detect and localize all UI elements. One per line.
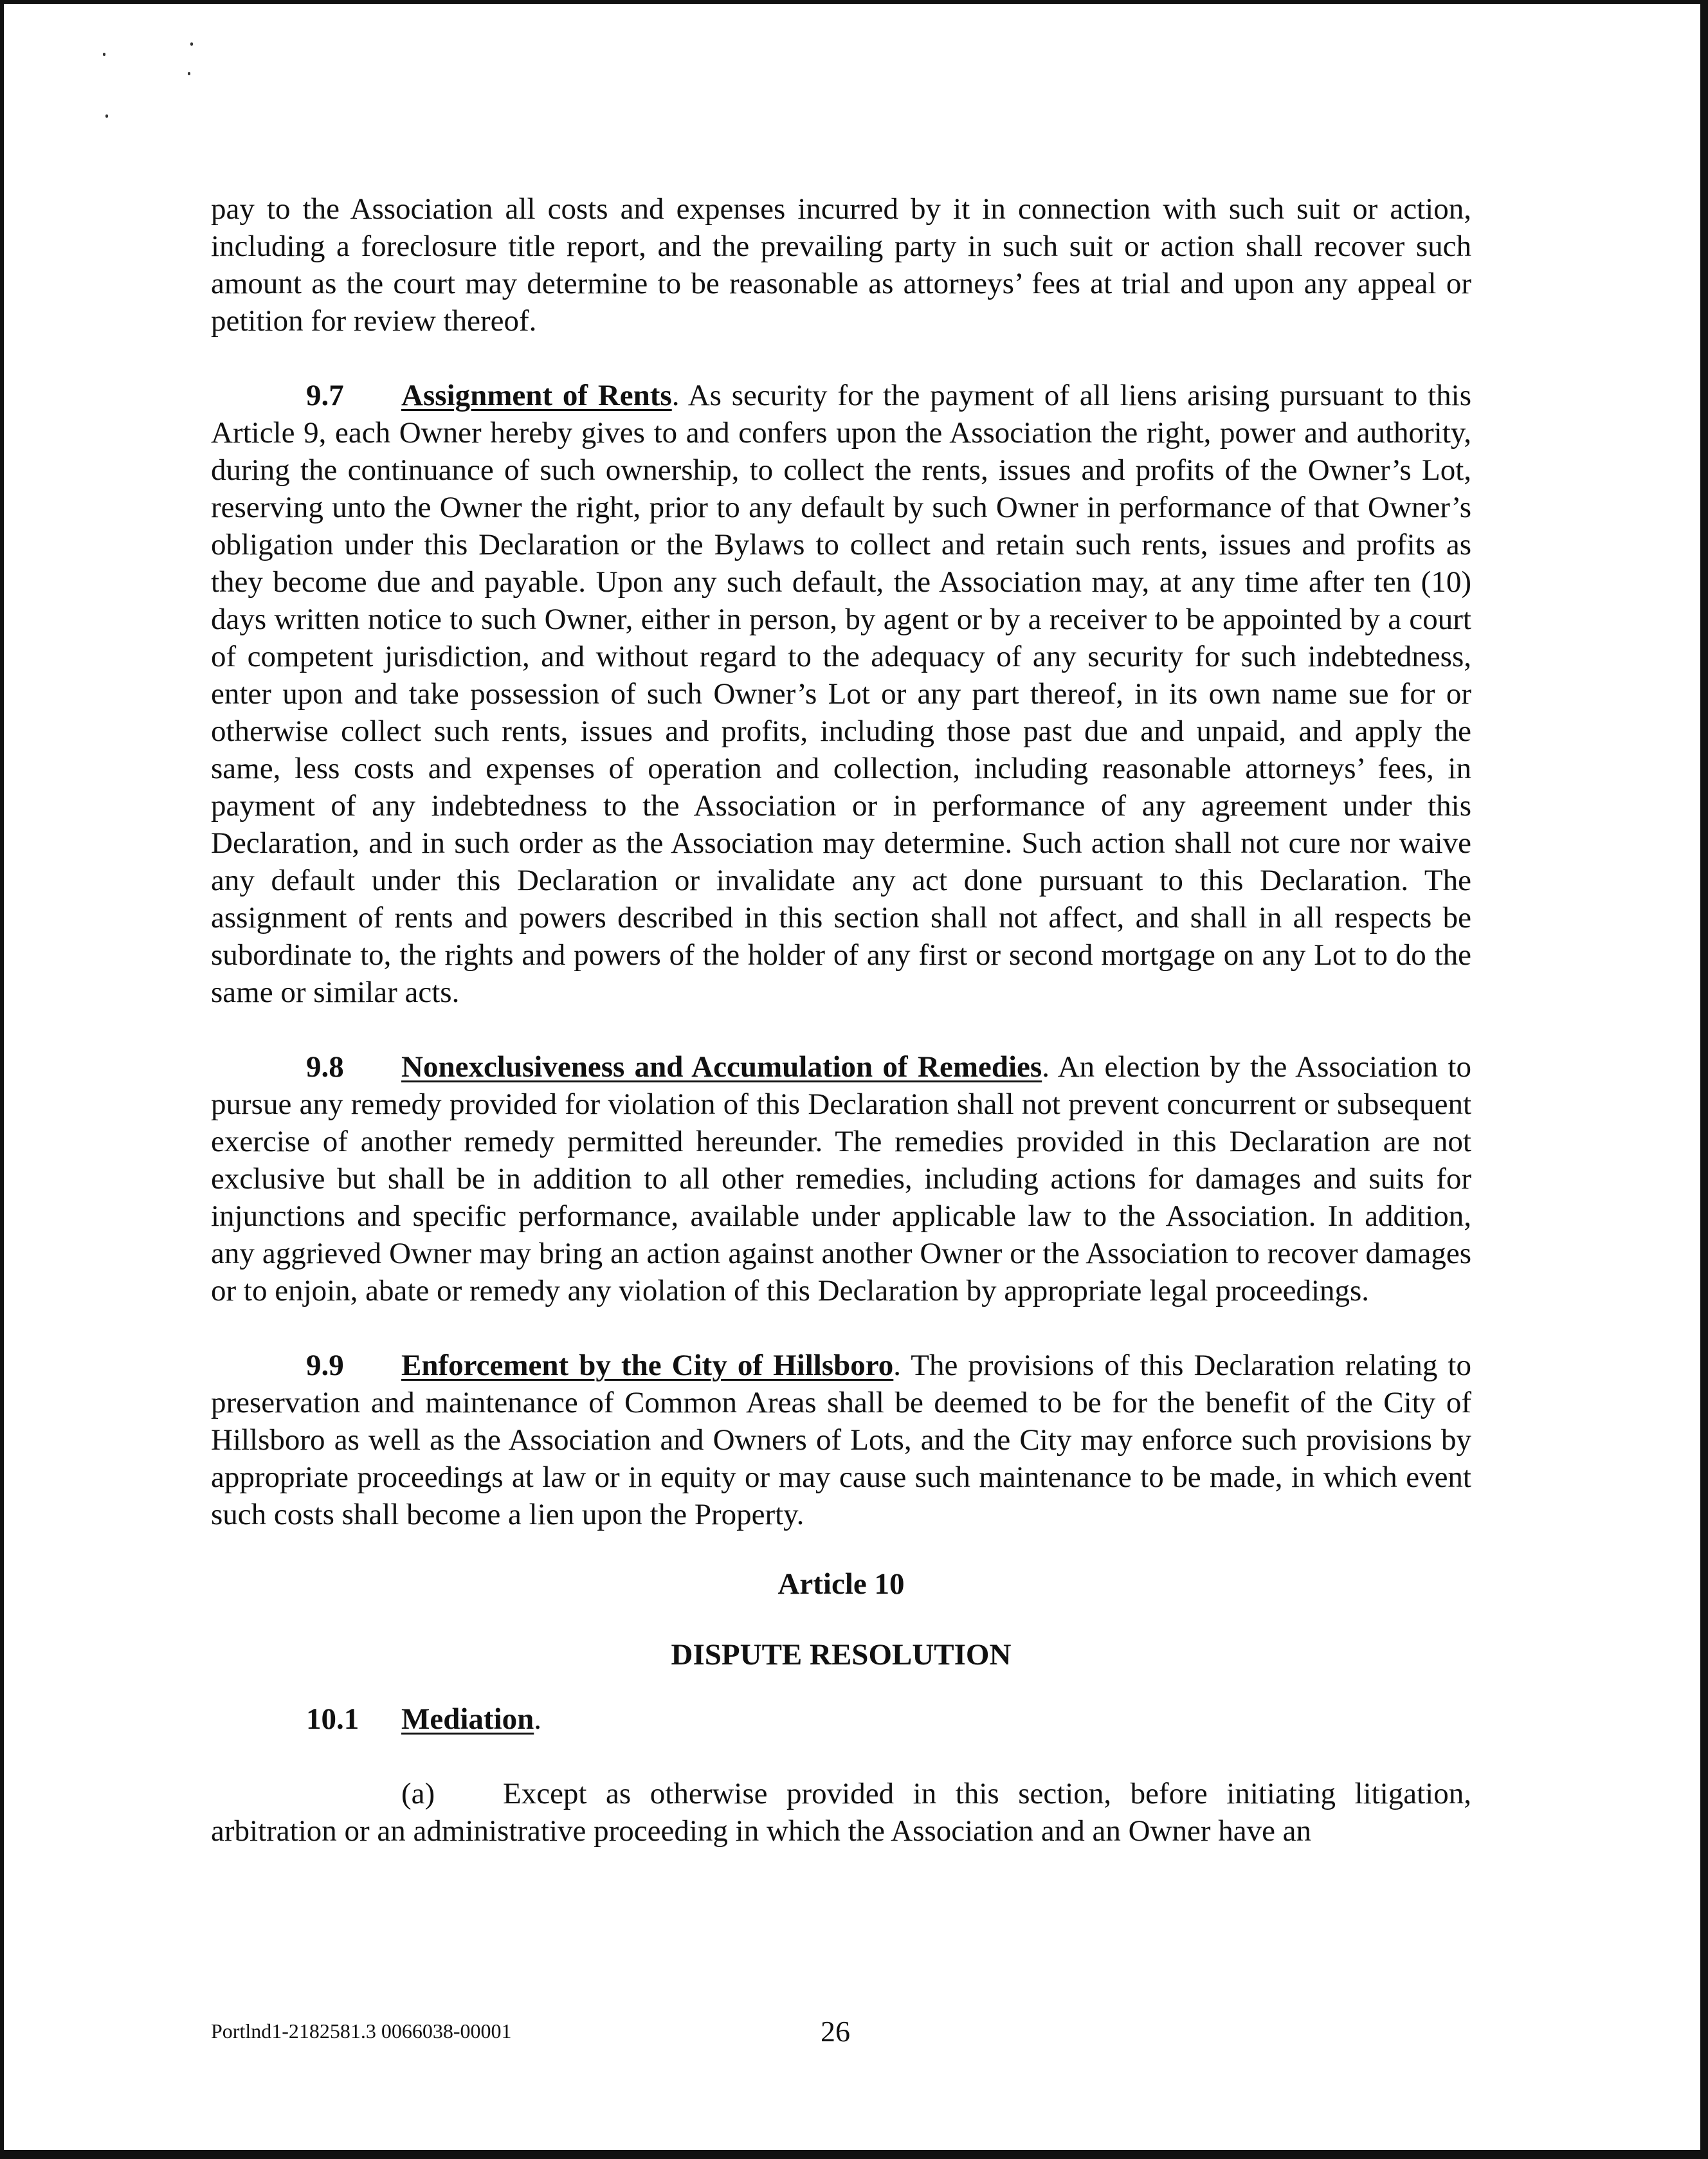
subparagraph-text: Except as otherwise provided in this section, before initiating litigation, arbitration or an administrative proceeding in which the Association and an Owner have an	[211, 1777, 1471, 1848]
section-body: . An election by the Association to pursue any remedy provided for violation of this Declaration shall not prevent concurrent or subsequent exercise of another remedy permitted hereunder. The remedies provided in this Declaration are not exclusive but shall be in addition to all other remedies, including actions for damages and suits for injunctions and specific performance, available under applicable law to the Association. In addition, any aggrieved Owner may bring an action against another Owner or the Association to recover damages or to enjoin, abate or remedy any violation of this Declaration by appropriate legal proceedings.	[211, 1050, 1471, 1307]
scan-border-top	[0, 0, 1708, 4]
scan-speck	[188, 72, 190, 75]
scan-speck	[103, 53, 105, 56]
section-number: 10.1	[306, 1702, 359, 1736]
subparagraph-a	[211, 1775, 1471, 1850]
scan-border-right	[1700, 0, 1708, 2159]
footer-page-number: 26	[821, 2015, 850, 2048]
section-title: Assignment of Rents	[401, 379, 672, 412]
section-title: Mediation	[401, 1702, 534, 1736]
document-page	[211, 190, 1471, 1850]
scan-speck	[190, 42, 193, 46]
footer-doc-code: Portlnd1-2182581.3 0066038-00001	[211, 2019, 512, 2043]
section-number: 9.7	[306, 379, 344, 412]
subparagraph-label: (a)	[401, 1777, 435, 1810]
section-body: . The provisions of this Declaration relating to preservation and maintenance of Common Areas shall be deemed to be for the benefit of the City of Hillsboro as well as the Association and Owners of Lots, and the City may enforce such provisions by appropriate proceedings at law or in equity or may cause such maintenance to be made, in which event such costs shall become a lien upon the Property.	[211, 1349, 1471, 1531]
section-9-7	[211, 377, 1471, 1011]
scan-border-bottom	[0, 2150, 1708, 2159]
section-title: Enforcement by the City of Hillsboro	[401, 1349, 894, 1382]
section-10-1-heading	[306, 1700, 1471, 1738]
article-title: DISPUTE RESOLUTION	[671, 1638, 1012, 1672]
section-body: . As security for the payment of all liens arising pursuant to this Article 9, each Owner hereby gives to and confers upon the Association the right, power and authority, during the continuance of such ownership, to collect the rents, issues and profits of the Owner’s Lot, reserving unto the Owner the right, prior to any default by such Owner in performance of that Owner’s obligation under this Declaration or the Bylaws to collect and retain such rents, issues and profits as they become due and payable. Upon any such default, the Association may, at any time after ten (10) days written notice to such Owner, either in person, by agent or by a receiver to be appointed by a court of competent jurisdiction, and without regard to the adequacy of any security for such indebtedness, enter upon and take possession of such Owner’s Lot or any part thereof, in its own name sue for or otherwise collect such rents, issues and profits, including those past due and unpaid, and apply the same, less costs and expenses of operation and collection, including reasonable attorneys’ fees, in payment of any indebtedness to the Association or in performance of any agreement under this Declaration, and in such order as the Association may determine. Such action shall not cure nor waive any default under this Declaration or invalidate any act done pursuant to this Declaration. The assignment of rents and powers described in this section shall not affect, and shall in all respects be subordinate to, the rights and powers of the holder of any first or second mortgage on any Lot to do the same or similar acts.	[211, 379, 1471, 1009]
section-title: Nonexclusiveness and Accumulation of Remedies	[401, 1050, 1042, 1084]
article-heading: Article 10	[777, 1567, 905, 1601]
section-number: 9.9	[306, 1349, 344, 1382]
section-9-8	[211, 1048, 1471, 1309]
scan-border-left	[0, 0, 4, 2159]
section-number: 9.8	[306, 1050, 344, 1084]
scan-speck	[105, 114, 108, 118]
section-9-9	[211, 1347, 1471, 1533]
continuation-paragraph: pay to the Association all costs and expenses incurred by it in connection with such suit or action, including a foreclosure title report, and the prevailing party in such suit or action shall recover such amount as the court may determine to be reasonable as attorneys’ fees at trial and upon any appeal or petition for review thereof.	[211, 192, 1471, 338]
section-title-punct: .	[534, 1702, 542, 1736]
